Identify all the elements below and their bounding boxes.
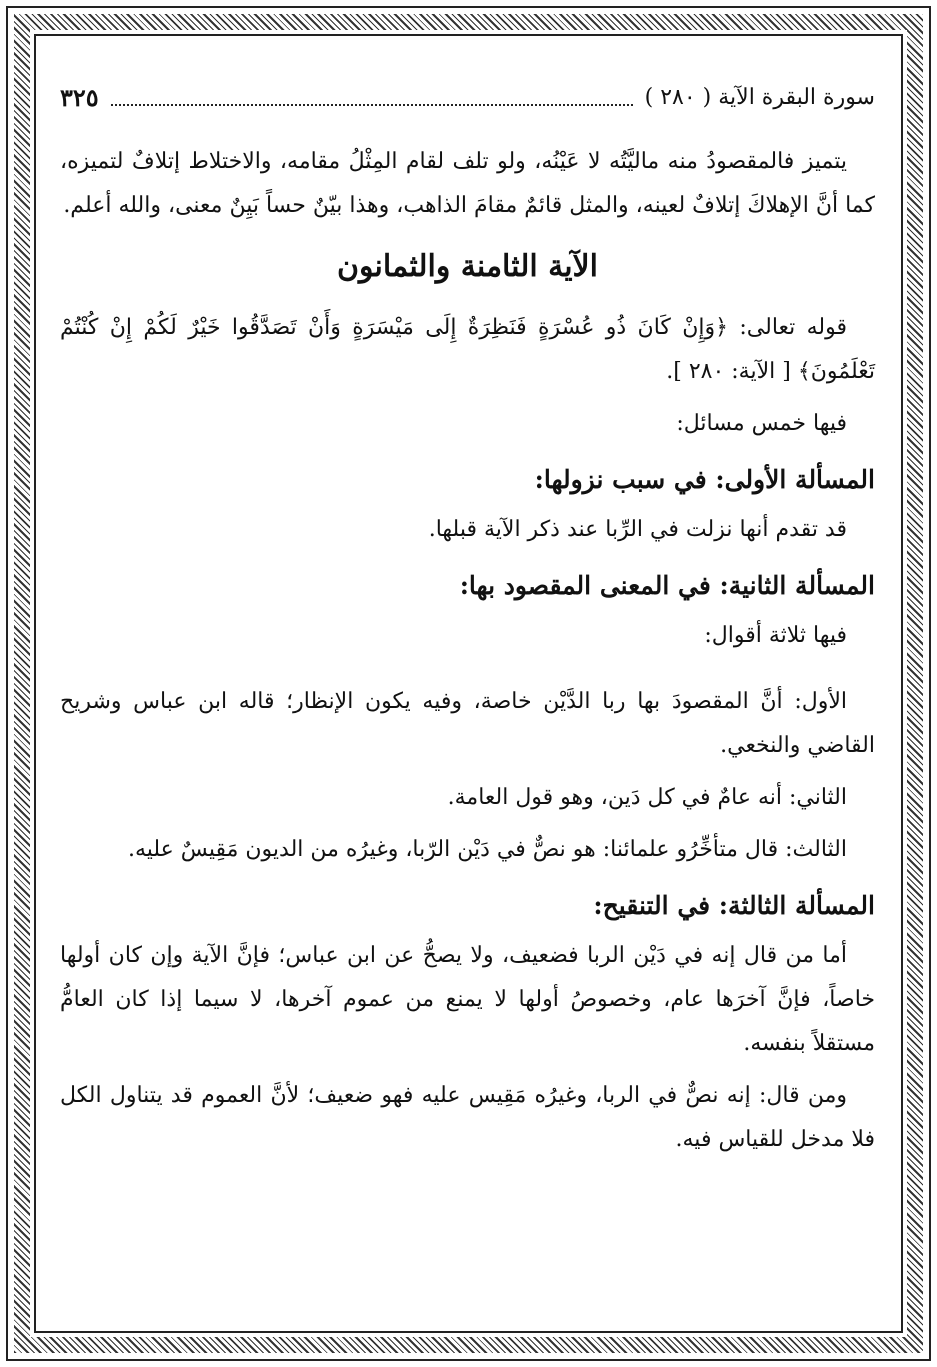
quran-verse: ﴿وَإِنْ كَانَ ذُو عُسْرَةٍ فَنَظِرَةٌ إِلَى مَيْسَرَةٍ وَأَنْ تَصَدَّقُوا خَيْرٌ لَكُمْ إِنْ كُنْتُمْ تَعْلَمُونَ﴾ bbox=[60, 315, 875, 384]
page-number: ٣٢٥ bbox=[60, 83, 99, 112]
issue-3-heading: المسألة الثالثة: في التنقيح: bbox=[593, 891, 875, 920]
verse-paragraph bbox=[60, 306, 875, 394]
verse-prefix: قوله تعالى: bbox=[728, 315, 847, 340]
header-dot-leader bbox=[111, 90, 633, 106]
running-title: سورة البقرة الآية ( ٢٨٠ ) bbox=[644, 85, 875, 110]
issue-2-opinion-3: الثالث: قال متأخِّرُو علمائنا: هو نصٌّ في دَيْن الرّبا، وغيرُه من الديون مَقِيسٌ عليه. bbox=[127, 837, 847, 862]
issue-3-paragraph-1: أما من قال إنه في دَيْن الربا فضعيف، ولا يصحُّ عن ابن عباس؛ فإنَّ الآية وإن كان أولها خاصاً، فإنَّ آخرَها عام، وخصوصُ أولها لا يمنع من عموم آخرها، لا سيما إذا كان العامُّ مستقلاً بنفسه. bbox=[60, 943, 875, 1056]
section-title: الآية الثامنة والثمانون bbox=[336, 249, 599, 284]
intro-paragraph: يتميز فالمقصودُ منه ماليَّتُه لا عَيْنُه، ولو تلف لقام المِثْلُ مقامه، والاختلاط إتلافٌ لتميزه، كما أنَّ الإهلاكَ إتلافٌ لعينه، والمثل قائمٌ مقامَ الذاهب، وهذا بيّنٌ حساً بَيِنٌ معنى، والله أعلم. bbox=[60, 149, 875, 218]
running-header bbox=[60, 70, 875, 126]
issue-1-text: قد تقدم أنها نزلت في الرِّبا عند ذكر الآية قبلها. bbox=[428, 517, 847, 542]
issue-3-paragraph-2: ومن قال: إنه نصٌّ في الربا، وغيرُه مَقِيس عليه فهو ضعيف؛ لأنَّ العموم قد يتناول الكل فلا مدخل للقياس فيه. bbox=[60, 1083, 875, 1152]
issue-2-opinion-2: الثاني: أنه عامٌ في كل دَين، وهو قول العامة. bbox=[447, 785, 847, 810]
issue-2-heading: المسألة الثانية: في المعنى المقصود بها: bbox=[459, 571, 875, 600]
verse-reference: [ الآية: ٢٨٠ ]. bbox=[666, 359, 798, 384]
issue-1-heading: المسألة الأولى: في سبب نزولها: bbox=[534, 465, 875, 494]
page-content bbox=[60, 70, 875, 1320]
spacer bbox=[60, 666, 875, 680]
issues-intro: فيها خمس مسائل: bbox=[676, 411, 847, 436]
issue-2-intro: فيها ثلاثة أقوال: bbox=[704, 623, 847, 648]
issue-2-opinion-1: الأول: أنَّ المقصودَ بها ربا الدَّيْن خاصة، وفيه يكون الإنظار؛ قاله ابن عباس وشريح القاضي والنخعي. bbox=[60, 689, 875, 758]
